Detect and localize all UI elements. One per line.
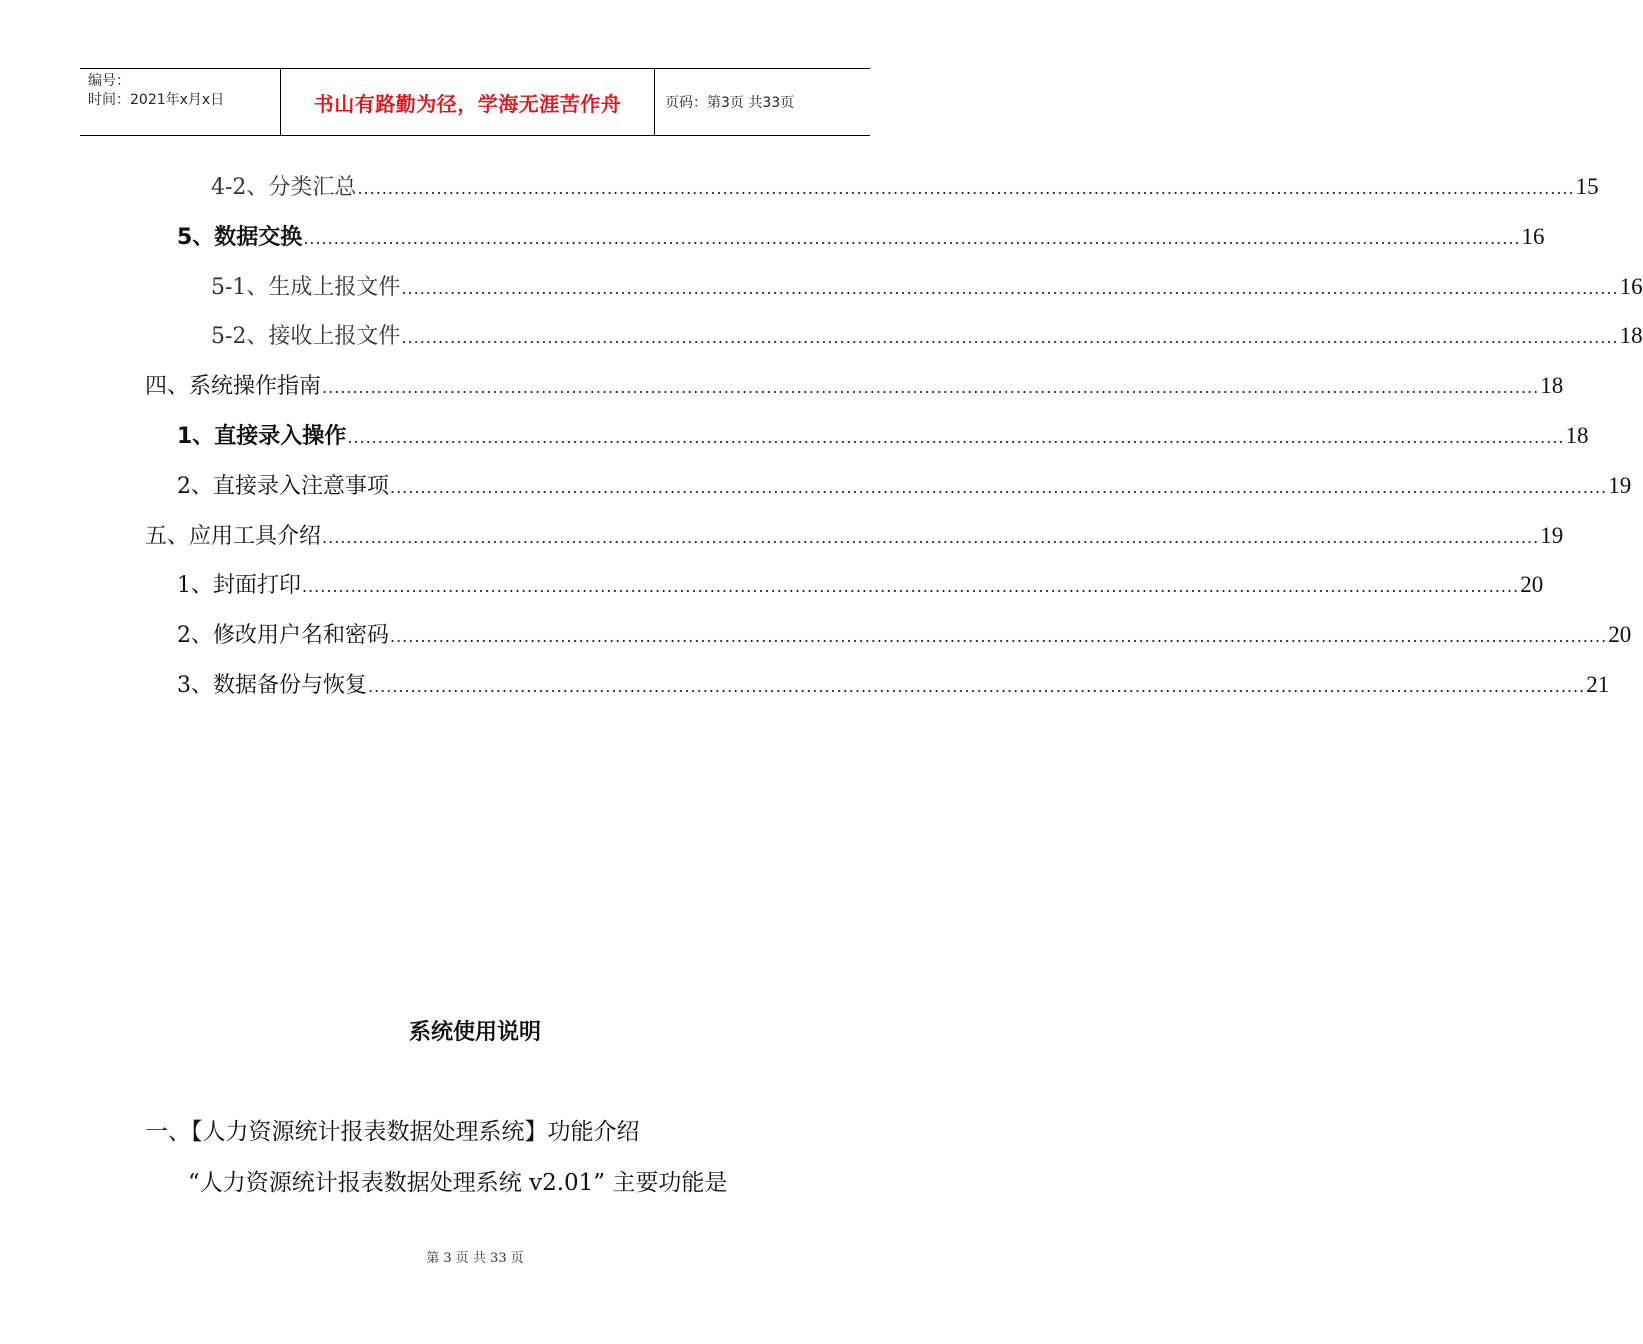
toc-entry-label: 1、封面打印 — [177, 573, 301, 599]
header-page-info: 页码：第3页 共33页 — [665, 95, 795, 111]
toc-entry-label: 5、数据交换 — [177, 224, 303, 250]
toc-entry-page: 18 — [1565, 423, 1589, 448]
toc-entry[interactable] — [177, 668, 1610, 698]
toc-entry-label: 5-1、生成上报文件 — [211, 274, 401, 300]
toc-entry-label: 1、直接录入操作 — [177, 424, 347, 449]
toc-leader-dots: ........................................................................................................................................................................................................ — [322, 378, 1540, 398]
toc-leader-dots: ........................................................................................................................................................................................................ — [390, 477, 1608, 497]
toc-leader-dots: ........................................................................................................................................................................................................ — [357, 179, 1575, 198]
toc-entry-label: 5-2、接收上报文件 — [211, 324, 401, 350]
toc-entry-page: 15 — [1575, 174, 1599, 199]
toc-entry-page: 18 — [1619, 323, 1643, 349]
document-title: 系统使用说明 — [408, 1020, 541, 1045]
header-motto: 书山有路勤为径，学海无涯苦作舟 — [281, 69, 655, 135]
toc-leader-dots: ........................................................................................................................................................................................................ — [401, 328, 1619, 348]
toc-entry[interactable] — [177, 469, 1632, 499]
header-number-label: 编号： — [88, 73, 130, 89]
toc-entry[interactable] — [145, 369, 1564, 400]
toc-entry-label: 2、修改用户名和密码 — [177, 623, 389, 649]
toc-entry-page: 16 — [1619, 273, 1643, 299]
toc-leader-dots: ........................................................................................................................................................................................................ — [322, 527, 1540, 547]
toc-entry[interactable] — [177, 568, 1544, 599]
toc-entry[interactable] — [177, 220, 1545, 250]
toc-entry-page: 19 — [1540, 522, 1564, 548]
toc-entry[interactable] — [145, 519, 1564, 549]
toc-entry-page: 19 — [1608, 472, 1632, 498]
toc-entry-page: 20 — [1520, 572, 1544, 598]
toc-entry-label: 2、直接录入注意事项 — [177, 473, 389, 499]
page-footer: 第 3 页 共 33 页 — [426, 1251, 524, 1266]
toc-entry-page: 21 — [1586, 672, 1610, 697]
toc-entry-page: 20 — [1608, 622, 1632, 648]
section-heading: 一、【人力资源统计报表数据处理系统】功能介绍 — [145, 1119, 640, 1145]
toc-leader-dots: ........................................................................................................................................................................................................ — [401, 278, 1619, 298]
toc-entry-label: 五、应用工具介绍 — [145, 523, 322, 549]
toc-entry-page: 18 — [1540, 373, 1564, 399]
toc-entry[interactable] — [177, 618, 1632, 649]
toc-entry-page: 16 — [1521, 223, 1545, 249]
header-meta — [80, 69, 281, 135]
header-date-label: 时间：2021年x月x日 — [88, 92, 225, 108]
toc-entry-label: 4-2、分类汇总 — [211, 175, 357, 200]
body-paragraph: “人力资源统计报表数据处理系统 v2.01” 主要功能是 — [188, 1170, 728, 1196]
toc-entry[interactable] — [211, 270, 1643, 300]
toc-leader-dots: ........................................................................................................................................................................................................ — [347, 428, 1565, 447]
toc-entry[interactable] — [211, 319, 1643, 350]
toc-entry-label: 3、数据备份与恢复 — [177, 673, 367, 698]
toc-leader-dots: ........................................................................................................................................................................................................ — [302, 577, 1520, 597]
toc-leader-dots: ........................................................................................................................................................................................................ — [368, 677, 1586, 696]
toc-entry-label: 四、系统操作指南 — [145, 374, 322, 400]
page-header — [80, 68, 870, 136]
toc-entry[interactable] — [177, 419, 1589, 449]
toc-leader-dots: ........................................................................................................................................................................................................ — [390, 627, 1608, 647]
toc-leader-dots: ........................................................................................................................................................................................................ — [303, 228, 1521, 248]
toc-entry[interactable] — [211, 170, 1599, 200]
